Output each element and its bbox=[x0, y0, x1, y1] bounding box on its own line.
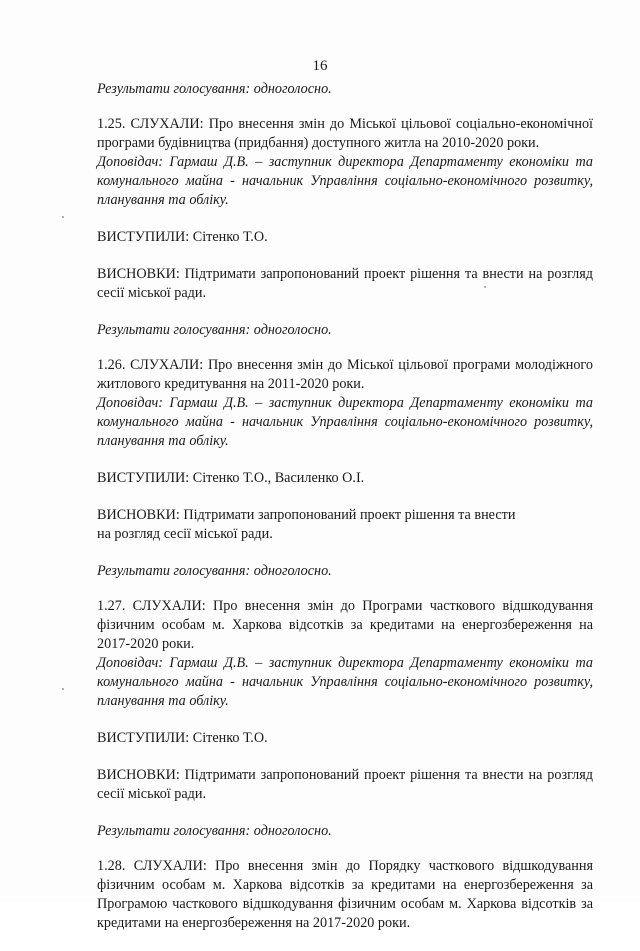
conclusion-line: ВИСНОВКИ: Підтримати запропонований проект рішення та внести bbox=[97, 507, 516, 523]
agenda-item-1-25 bbox=[97, 115, 593, 210]
speaker-text: Доповідач: Гармаш Д.В. – заступник директора Департаменту економіки та комунального майна - начальник Управління соціально-економічного розвитку, планування та обліку. bbox=[97, 154, 593, 208]
heard-text: 1.28. СЛУХАЛИ: Про внесення змін до Порядку часткового відшкодування фізичним особам м. Харкова відсотків за кредитами на енергозбереження за Програмою часткового відшкодування фізичним особам м. Харкова відсотків за кредитами на енергозбереження на 2017-2020 роки. bbox=[97, 858, 593, 931]
agenda-item-1-27 bbox=[97, 597, 593, 711]
protocol-content bbox=[97, 80, 593, 951]
page-number: 16 bbox=[312, 58, 328, 74]
heard-text: 1.25. СЛУХАЛИ: Про внесення змін до Міської цільової соціально-економічної програми будівництва (придбання) доступного житла на 2010-2020 роки. bbox=[97, 116, 593, 151]
conclusion-text: ВИСНОВКИ: Підтримати запропонований проект рішення та внести на розгляд сесії міської ради. bbox=[97, 767, 593, 802]
conclusion-text: ВИСНОВКИ: Підтримати запропонований проект рішення та внести на розгляд сесії міської ради. bbox=[97, 266, 593, 301]
scan-speck bbox=[62, 688, 64, 690]
spoke-text: ВИСТУПИЛИ: Сітенко Т.О. bbox=[97, 229, 268, 245]
voting-result: Результати голосування: одноголосно. bbox=[97, 823, 332, 839]
scan-speck bbox=[62, 216, 64, 218]
spoke-text: ВИСТУПИЛИ: Сітенко Т.О., Василенко О.І. bbox=[97, 470, 365, 486]
agenda-item-1-28 bbox=[97, 857, 593, 933]
agenda-item-1-26 bbox=[97, 356, 593, 451]
scan-speck bbox=[484, 286, 486, 288]
voting-result: Результати голосування: одноголосно. bbox=[97, 563, 332, 579]
heard-text: 1.26. СЛУХАЛИ: Про внесення змін до Міської цільової програми молодіжного житлового кредитування на 2011-2020 роки. bbox=[97, 357, 593, 392]
conclusion-text bbox=[97, 506, 593, 544]
voting-result: Результати голосування: одноголосно. bbox=[97, 322, 332, 338]
spoke-text: ВИСТУПИЛИ: Сітенко Т.О. bbox=[97, 730, 268, 746]
speaker-text: Доповідач: Гармаш Д.В. – заступник директора Департаменту економіки та комунального майна - начальник Управління соціально-економічного розвитку, планування та обліку. bbox=[97, 395, 593, 449]
speaker-text: Доповідач: Гармаш Д.В. – заступник директора Департаменту економіки та комунального майна - начальник Управління соціально-економічного розвитку, планування та обліку. bbox=[97, 655, 593, 709]
voting-result: Результати голосування: одноголосно. bbox=[97, 81, 332, 97]
conclusion-line: на розгляд сесії міської ради. bbox=[97, 526, 273, 542]
heard-text: 1.27. СЛУХАЛИ: Про внесення змін до Програми часткового відшкодування фізичним особам м. Харкова відсотків за кредитами на енергозбереження на 2017-2020 роки. bbox=[97, 598, 593, 652]
